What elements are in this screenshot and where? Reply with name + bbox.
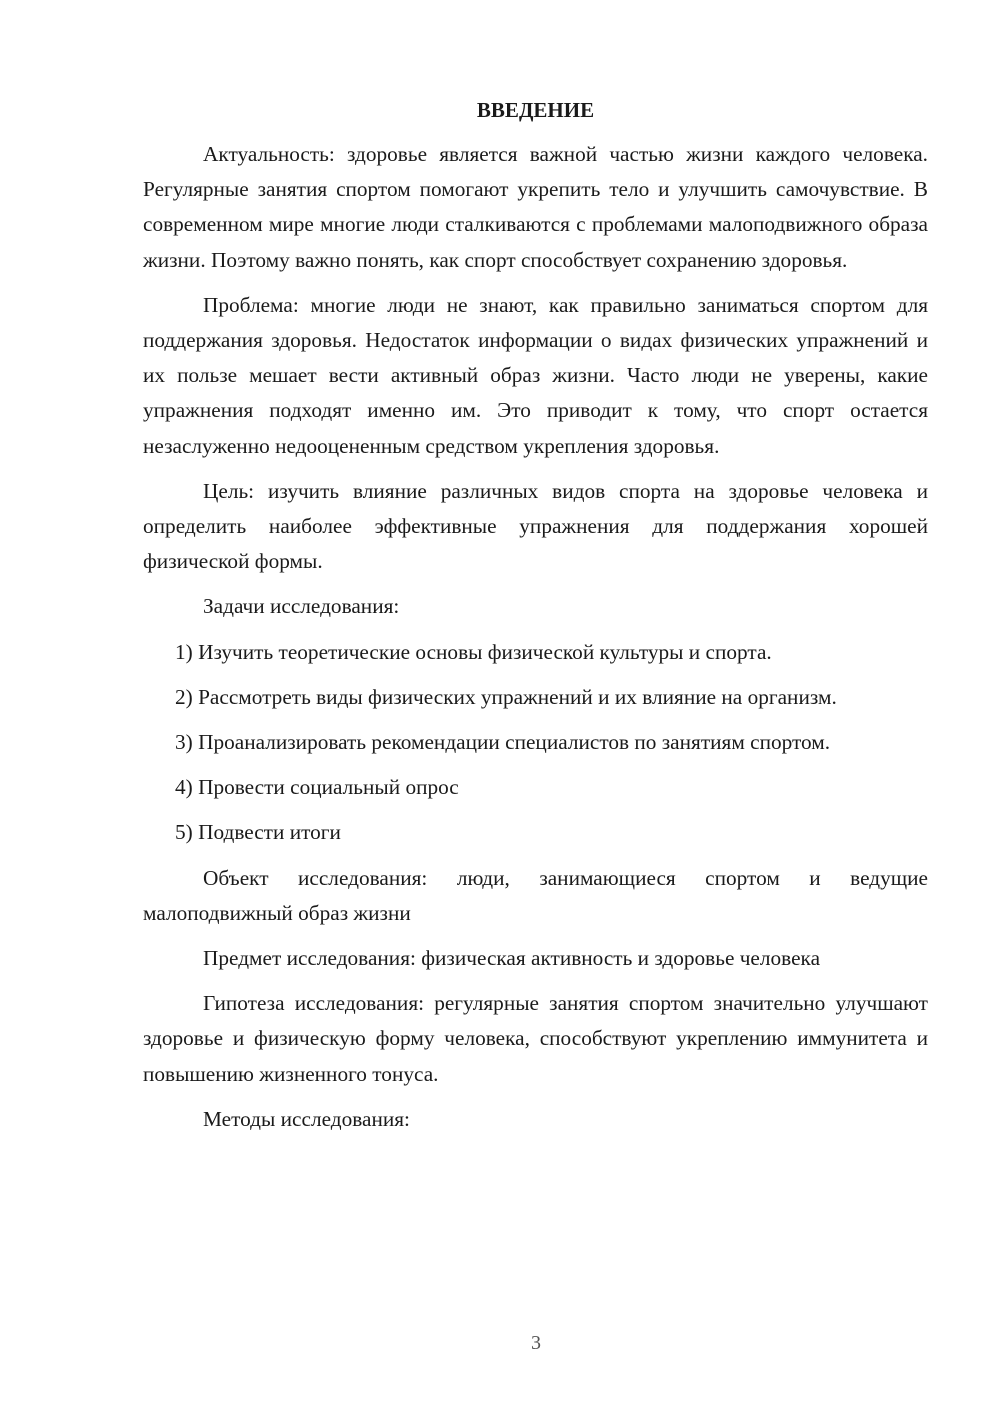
task-item-5: 5) Подвести итоги bbox=[175, 820, 341, 845]
document-body bbox=[143, 92, 928, 1147]
section-title: ВВЕДЕНИЕ bbox=[476, 98, 595, 122]
page-number: 3 bbox=[531, 1332, 541, 1354]
subject-paragraph: Предмет исследования: физическая активность и здоровье человека bbox=[203, 946, 821, 971]
methods-heading: Методы исследования: bbox=[203, 1106, 410, 1131]
relevance-paragraph: Актуальность: здоровье является важной частью жизни каждого человека. Регулярные занятия спортом помогают укрепить тело и улучшить самочувствие. В современном мире многие люди сталкиваются с проблемами малоподвижного образа жизни. Поэтому важно понять, как спорт способствует сохранению здоровья. bbox=[143, 142, 928, 272]
goal-paragraph: Цель: изучить влияние различных видов спорта на здоровье человека и определить наиболее эффективные упражнения для поддержания хорошей физической формы. bbox=[143, 478, 928, 574]
task-item-2: 2) Рассмотреть виды физических упражнений и их влияние на организм. bbox=[175, 684, 837, 709]
task-item-1: 1) Изучить теоретические основы физической культуры и спорта. bbox=[175, 639, 772, 664]
object-paragraph: Объект исследования: люди, занимающиеся спортом и ведущие малоподвижный образ жизни bbox=[143, 865, 928, 925]
problem-paragraph: Проблема: многие люди не знают, как правильно заниматься спортом для поддержания здоровья. Недостаток информации о видах физических упражнений и их пользе мешает вести активный образ жизни. Часто люди не уверены, какие упражнения подходят именно им. Это приводит к тому, что спорт остается незаслуженно недооцененным средством укрепления здоровья. bbox=[143, 292, 928, 458]
tasks-heading: Задачи исследования: bbox=[203, 594, 400, 619]
task-item-4: 4) Провести социальный опрос bbox=[175, 775, 459, 800]
task-item-3: 3) Проанализировать рекомендации специалистов по занятиям спортом. bbox=[175, 730, 831, 755]
hypothesis-paragraph: Гипотеза исследования: регулярные занятия спортом значительно улучшают здоровье и физическую форму человека, способствуют укреплению иммунитета и повышению жизненного тонуса. bbox=[143, 991, 928, 1086]
